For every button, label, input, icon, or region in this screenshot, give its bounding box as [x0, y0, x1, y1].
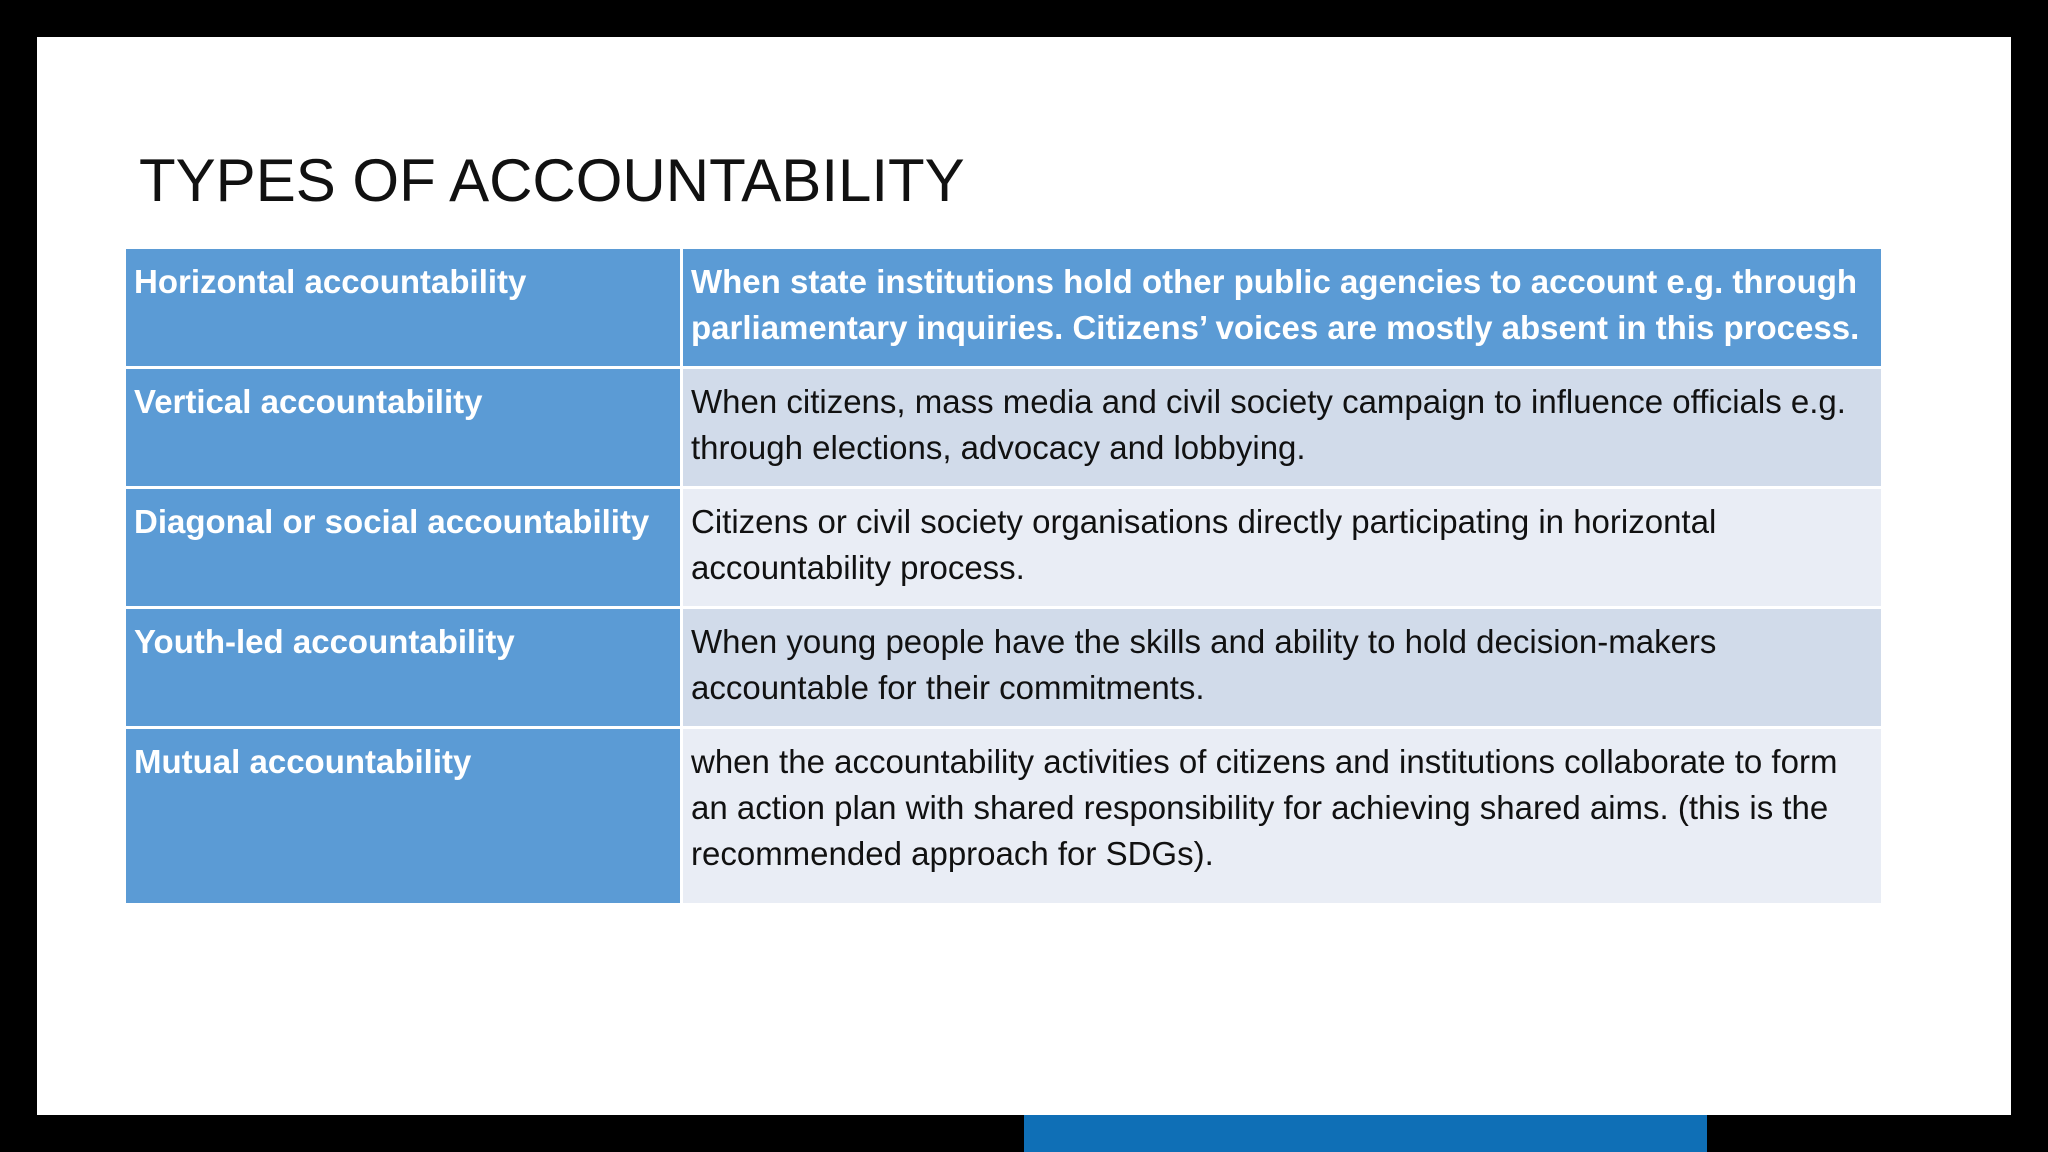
table-row — [125, 248, 1883, 368]
table-row — [125, 488, 1883, 608]
slide-title: TYPES OF ACCOUNTABILITY — [139, 147, 965, 214]
table-row — [125, 368, 1883, 488]
term-cell: Horizontal accountability — [125, 248, 682, 368]
definition-cell: When young people have the skills and ability to hold decision-makers accountable for their commitments. — [682, 608, 1883, 728]
definition-cell: Citizens or civil society organisations directly participating in horizontal accountability process. — [682, 488, 1883, 608]
term-cell: Youth-led accountability — [125, 608, 682, 728]
accountability-table — [123, 246, 1884, 906]
definition-cell: When state institutions hold other public agencies to account e.g. through parliamentary inquiries. Citizens’ voices are mostly absent in this process. — [682, 248, 1883, 368]
table-row — [125, 608, 1883, 728]
term-cell: Mutual accountability — [125, 728, 682, 905]
term-cell: Diagonal or social accountability — [125, 488, 682, 608]
term-cell: Vertical accountability — [125, 368, 682, 488]
definition-cell: when the accountability activities of citizens and institutions collaborate to form an action plan with shared responsibility for achieving shared aims. (this is the recommended approach for SDGs). — [682, 728, 1883, 905]
definition-cell: When citizens, mass media and civil society campaign to influence officials e.g. through elections, advocacy and lobbying. — [682, 368, 1883, 488]
accent-strip — [1024, 1115, 1707, 1152]
table-row — [125, 728, 1883, 905]
